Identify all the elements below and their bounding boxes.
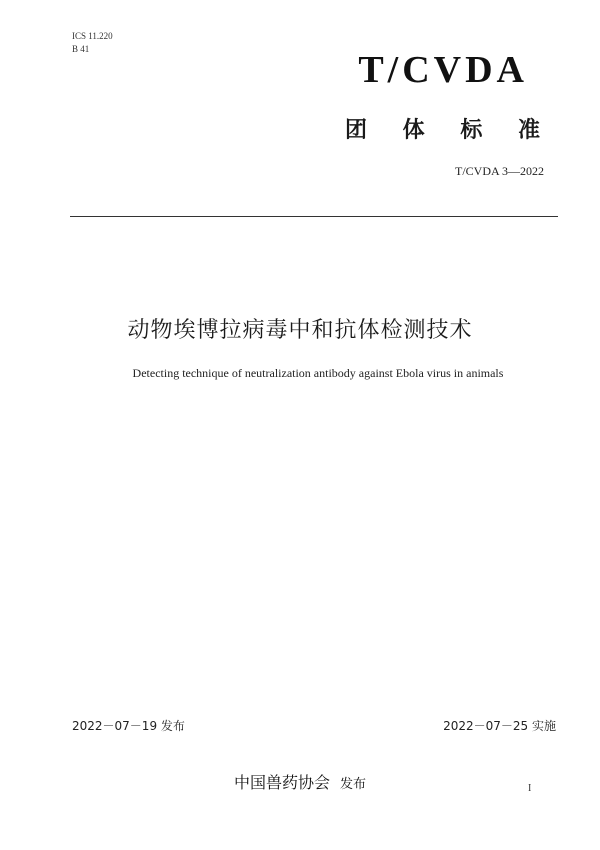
publisher-suffix: 发布 [340,777,367,792]
publisher-organization: 中国兽药协会 [233,773,330,792]
standard-brand: T/CVDA [358,49,528,91]
header-divider [70,216,558,217]
title-english: Detecting technique of neutralization antibody against Ebola virus in animals [132,366,504,380]
standard-number: T/CVDA 3—2022 [454,164,544,178]
title-chinese: 动物埃博拉病毒中和抗体检测技术 [127,318,473,343]
ics-code: ICS 11.220 [72,31,113,41]
issue-date: 2022－07－19 发布 [72,719,185,733]
publisher-line [0,770,600,793]
standard-type: 团 体 标 准 [345,118,554,143]
classification-codes [72,30,113,56]
page-number: I [528,783,532,794]
implementation-date: 2022－07－25 实施 [443,719,556,733]
ccs-code: B 41 [72,44,90,54]
